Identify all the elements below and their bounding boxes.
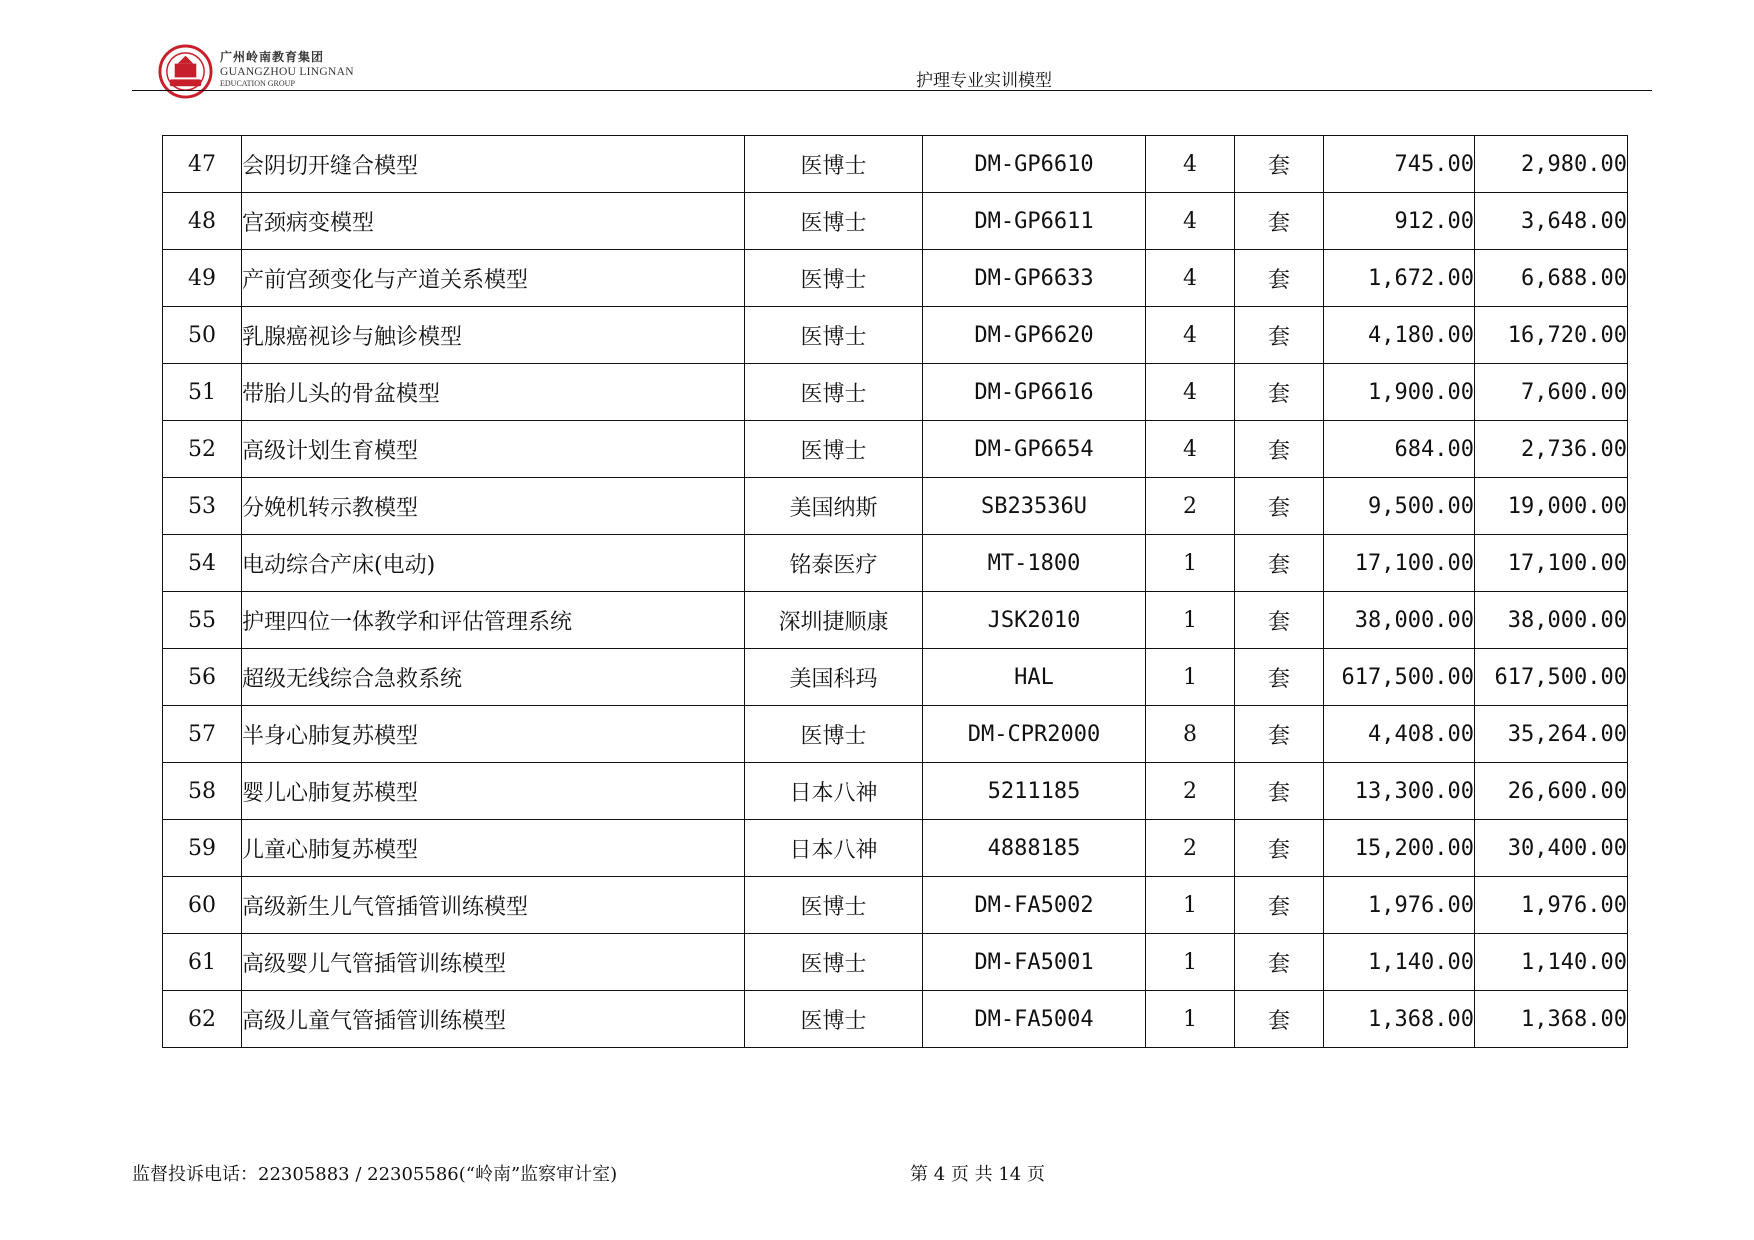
item-unit-price-cell: 745.00 — [1324, 136, 1475, 193]
item-total-cell: 16,720.00 — [1475, 307, 1628, 364]
table-row — [163, 934, 1628, 991]
table-row — [163, 250, 1628, 307]
complaint-hotline: 监督投诉电话：22305883 / 22305586(“岭南”监察审计室) — [132, 1164, 618, 1185]
item-unit-cell: 套 — [1235, 991, 1324, 1048]
equipment-table — [162, 135, 1628, 1048]
page-header — [132, 40, 1652, 92]
item-total-cell: 1,368.00 — [1475, 991, 1628, 1048]
item-model-cell: DM-GP6616 — [923, 364, 1146, 421]
item-quantity-cell: 1 — [1146, 991, 1235, 1048]
item-model-cell: DM-GP6633 — [923, 250, 1146, 307]
item-quantity-cell: 1 — [1146, 592, 1235, 649]
item-total-cell: 1,976.00 — [1475, 877, 1628, 934]
item-unit-cell: 套 — [1235, 934, 1324, 991]
item-brand-cell: 医博士 — [745, 193, 923, 250]
item-model-cell: DM-GP6654 — [923, 421, 1146, 478]
org-name-en: GUANGZHOU LINGNAN — [220, 66, 354, 78]
item-number-cell: 50 — [163, 307, 242, 364]
item-unit-cell: 套 — [1235, 193, 1324, 250]
item-total-cell: 26,600.00 — [1475, 763, 1628, 820]
item-name-cell: 婴儿心肺复苏模型 — [242, 763, 745, 820]
item-name-cell: 高级计划生育模型 — [242, 421, 745, 478]
org-name-cn: 广州岭南教育集团 — [220, 50, 325, 64]
item-unit-cell: 套 — [1235, 877, 1324, 934]
item-number-cell: 55 — [163, 592, 242, 649]
item-total-cell: 7,600.00 — [1475, 364, 1628, 421]
table-row — [163, 820, 1628, 877]
item-total-cell: 2,980.00 — [1475, 136, 1628, 193]
item-number-cell: 61 — [163, 934, 242, 991]
item-quantity-cell: 8 — [1146, 706, 1235, 763]
item-unit-price-cell: 1,672.00 — [1324, 250, 1475, 307]
item-brand-cell: 美国科玛 — [745, 649, 923, 706]
item-unit-cell: 套 — [1235, 364, 1324, 421]
item-quantity-cell: 2 — [1146, 820, 1235, 877]
item-unit-price-cell: 912.00 — [1324, 193, 1475, 250]
item-quantity-cell: 4 — [1146, 193, 1235, 250]
item-brand-cell: 医博士 — [745, 307, 923, 364]
item-brand-cell: 铭泰医疗 — [745, 535, 923, 592]
item-number-cell: 58 — [163, 763, 242, 820]
item-unit-price-cell: 13,300.00 — [1324, 763, 1475, 820]
item-name-cell: 半身心肺复苏模型 — [242, 706, 745, 763]
item-total-cell: 17,100.00 — [1475, 535, 1628, 592]
item-quantity-cell: 1 — [1146, 877, 1235, 934]
table-row — [163, 307, 1628, 364]
item-model-cell: DM-GP6620 — [923, 307, 1146, 364]
item-name-cell: 护理四位一体教学和评估管理系统 — [242, 592, 745, 649]
item-total-cell: 35,264.00 — [1475, 706, 1628, 763]
item-model-cell: DM-GP6611 — [923, 193, 1146, 250]
item-unit-cell: 套 — [1235, 706, 1324, 763]
org-name-en-sub: EDUCATION GROUP — [220, 79, 295, 88]
item-name-cell: 会阴切开缝合模型 — [242, 136, 745, 193]
item-total-cell: 19,000.00 — [1475, 478, 1628, 535]
table-row — [163, 478, 1628, 535]
item-total-cell: 1,140.00 — [1475, 934, 1628, 991]
item-unit-cell: 套 — [1235, 136, 1324, 193]
item-unit-cell: 套 — [1235, 763, 1324, 820]
item-quantity-cell: 4 — [1146, 364, 1235, 421]
item-unit-cell: 套 — [1235, 250, 1324, 307]
item-name-cell: 分娩机转示教模型 — [242, 478, 745, 535]
item-unit-cell: 套 — [1235, 421, 1324, 478]
org-name-block — [220, 48, 354, 88]
table-row — [163, 136, 1628, 193]
item-quantity-cell: 4 — [1146, 421, 1235, 478]
item-unit-price-cell: 1,976.00 — [1324, 877, 1475, 934]
table-row — [163, 706, 1628, 763]
item-number-cell: 59 — [163, 820, 242, 877]
item-number-cell: 52 — [163, 421, 242, 478]
item-brand-cell: 医博士 — [745, 364, 923, 421]
item-model-cell: JSK2010 — [923, 592, 1146, 649]
item-model-cell: 4888185 — [923, 820, 1146, 877]
item-unit-cell: 套 — [1235, 307, 1324, 364]
item-model-cell: DM-GP6610 — [923, 136, 1146, 193]
item-brand-cell: 日本八神 — [745, 763, 923, 820]
item-number-cell: 47 — [163, 136, 242, 193]
table-row — [163, 535, 1628, 592]
item-unit-price-cell: 1,368.00 — [1324, 991, 1475, 1048]
item-total-cell: 6,688.00 — [1475, 250, 1628, 307]
item-number-cell: 54 — [163, 535, 242, 592]
item-unit-cell: 套 — [1235, 592, 1324, 649]
item-model-cell: HAL — [923, 649, 1146, 706]
table-row — [163, 877, 1628, 934]
table-row — [163, 364, 1628, 421]
item-unit-price-cell: 4,408.00 — [1324, 706, 1475, 763]
header-divider — [132, 90, 1652, 91]
item-name-cell: 产前宫颈变化与产道关系模型 — [242, 250, 745, 307]
table-row — [163, 592, 1628, 649]
item-model-cell: MT-1800 — [923, 535, 1146, 592]
item-total-cell: 30,400.00 — [1475, 820, 1628, 877]
page-number: 第 4 页 共 14 页 — [910, 1164, 1045, 1185]
item-unit-price-cell: 9,500.00 — [1324, 478, 1475, 535]
item-name-cell: 高级婴儿气管插管训练模型 — [242, 934, 745, 991]
item-brand-cell: 医博士 — [745, 934, 923, 991]
item-number-cell: 60 — [163, 877, 242, 934]
item-quantity-cell: 4 — [1146, 250, 1235, 307]
item-brand-cell: 医博士 — [745, 991, 923, 1048]
item-number-cell: 51 — [163, 364, 242, 421]
item-name-cell: 宫颈病变模型 — [242, 193, 745, 250]
item-model-cell: DM-CPR2000 — [923, 706, 1146, 763]
item-unit-cell: 套 — [1235, 478, 1324, 535]
item-unit-price-cell: 4,180.00 — [1324, 307, 1475, 364]
equipment-table-body — [163, 136, 1628, 1048]
item-number-cell: 53 — [163, 478, 242, 535]
item-number-cell: 48 — [163, 193, 242, 250]
item-unit-cell: 套 — [1235, 820, 1324, 877]
item-unit-price-cell: 15,200.00 — [1324, 820, 1475, 877]
table-row — [163, 763, 1628, 820]
item-total-cell: 3,648.00 — [1475, 193, 1628, 250]
item-brand-cell: 日本八神 — [745, 820, 923, 877]
item-unit-price-cell: 684.00 — [1324, 421, 1475, 478]
item-brand-cell: 美国纳斯 — [745, 478, 923, 535]
item-brand-cell: 医博士 — [745, 136, 923, 193]
item-model-cell: DM-FA5002 — [923, 877, 1146, 934]
document-title: 护理专业实训模型 — [916, 71, 1052, 91]
item-quantity-cell: 1 — [1146, 535, 1235, 592]
item-name-cell: 高级儿童气管插管训练模型 — [242, 991, 745, 1048]
item-number-cell: 62 — [163, 991, 242, 1048]
item-model-cell: 5211185 — [923, 763, 1146, 820]
item-model-cell: DM-FA5001 — [923, 934, 1146, 991]
item-name-cell: 电动综合产床(电动) — [242, 535, 745, 592]
item-unit-cell: 套 — [1235, 649, 1324, 706]
item-number-cell: 57 — [163, 706, 242, 763]
item-quantity-cell: 1 — [1146, 649, 1235, 706]
item-unit-price-cell: 17,100.00 — [1324, 535, 1475, 592]
item-brand-cell: 医博士 — [745, 706, 923, 763]
table-row — [163, 991, 1628, 1048]
item-quantity-cell: 1 — [1146, 934, 1235, 991]
table-row — [163, 649, 1628, 706]
item-total-cell: 617,500.00 — [1475, 649, 1628, 706]
item-total-cell: 2,736.00 — [1475, 421, 1628, 478]
item-unit-price-cell: 38,000.00 — [1324, 592, 1475, 649]
item-model-cell: SB23536U — [923, 478, 1146, 535]
item-name-cell: 儿童心肺复苏模型 — [242, 820, 745, 877]
item-model-cell: DM-FA5004 — [923, 991, 1146, 1048]
table-row — [163, 421, 1628, 478]
item-brand-cell: 医博士 — [745, 877, 923, 934]
item-name-cell: 乳腺癌视诊与触诊模型 — [242, 307, 745, 364]
item-quantity-cell: 2 — [1146, 478, 1235, 535]
item-name-cell: 带胎儿头的骨盆模型 — [242, 364, 745, 421]
item-quantity-cell: 2 — [1146, 763, 1235, 820]
item-unit-price-cell: 1,140.00 — [1324, 934, 1475, 991]
item-name-cell: 超级无线综合急救系统 — [242, 649, 745, 706]
table-row — [163, 193, 1628, 250]
item-total-cell: 38,000.00 — [1475, 592, 1628, 649]
item-brand-cell: 医博士 — [745, 250, 923, 307]
item-brand-cell: 深圳捷顺康 — [745, 592, 923, 649]
item-number-cell: 49 — [163, 250, 242, 307]
item-unit-price-cell: 1,900.00 — [1324, 364, 1475, 421]
item-name-cell: 高级新生儿气管插管训练模型 — [242, 877, 745, 934]
item-number-cell: 56 — [163, 649, 242, 706]
item-unit-cell: 套 — [1235, 535, 1324, 592]
item-unit-price-cell: 617,500.00 — [1324, 649, 1475, 706]
item-brand-cell: 医博士 — [745, 421, 923, 478]
item-quantity-cell: 4 — [1146, 136, 1235, 193]
item-quantity-cell: 4 — [1146, 307, 1235, 364]
